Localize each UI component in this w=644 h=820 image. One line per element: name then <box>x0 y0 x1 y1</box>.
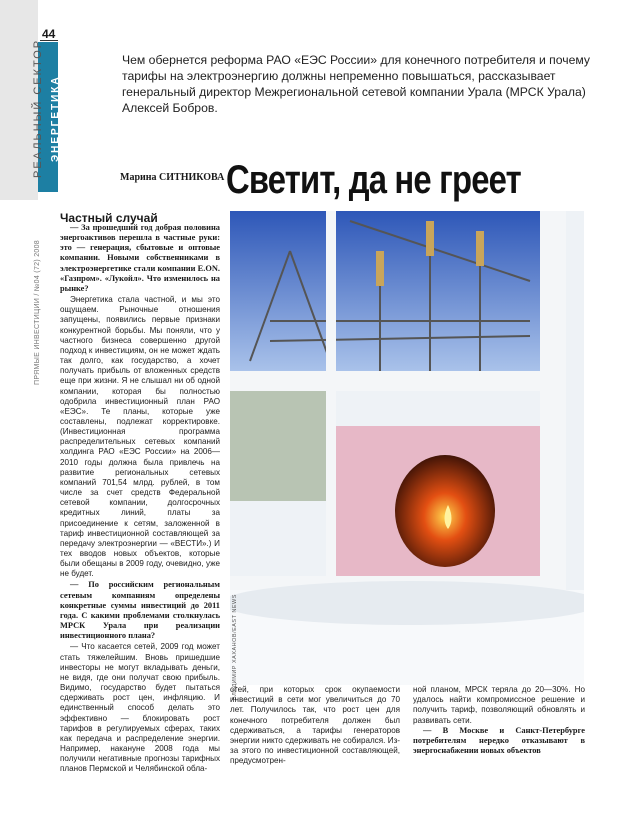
text-column-1 <box>60 223 220 775</box>
section-label: РЕАЛЬНЫЙ СЕКТОР <box>32 38 44 178</box>
interview-question: — В Москве и Санкт-Петербурге потребителям нередко отказывают в энергоснабжении новых объектов <box>413 725 585 756</box>
interview-answer: — Что касается сетей, 2009 год может стать тяжелейшим. Вновь пришедшие инвесторы не могут вкладывать деньги, не видя, где они получат свою прибыль. Видимо, государство будет пытаться сдерживать рост цен, инфляцию. И единственный способ делать это эффективно — блокировать рост тарифов в регулируемых сферах, таких как передача и распределение энергии. Например, накануне 2008 года мы получили негативные прогнозы тарифных планов Пермской и Челябинской обла- <box>60 642 220 774</box>
interview-question: — По российским региональным сетевым компаниям определены конкретные суммы инвестиций до 2011 года. С какими проблемами столкнулась МРСК Урала при реализации инвестиционного плана? <box>60 580 220 641</box>
interview-question: — За прошедший год добрая половина энергоактивов перешла в частные руки: это — генерация, сбытовые и оптовые компании. Новыми собственниками в электроэнергетике стали компании E.ON. «Газпром». «Лукойл». Что изменилось на рынке? <box>60 223 220 293</box>
subsection-label: ЭНЕРГЕТИКА <box>50 75 61 162</box>
rubric: Частный случай <box>60 211 158 225</box>
window-pane-left-lower <box>230 381 326 501</box>
text-column-3 <box>413 685 585 756</box>
page-number: 44 <box>42 27 56 41</box>
article-lede: Чем обернется реформа РАО «ЕЭС России» для конечного потребителя и почему тарифы на электроэнергию должны непременно повышаться, рассказывает генеральный директор Межрегиональной сетевой компании Урала (МРСК Урала) Алексей Бобров. <box>122 53 591 115</box>
body-text: ной планом, МРСК теряла до 20—30%. Но удалось найти компромиссное решение и получить тариф, позволяющий обновлять и развивать сети. <box>413 685 585 725</box>
photo-credit: ВЛАДИМИР ХАХАНОВ/EAST NEWS <box>232 594 238 700</box>
body-text: стей, при которых срок окупаемости инвестиций в сети мог увеличиться до 70 лет. Получилось так, что рост цен для конечного потребителя должен был сдерживаться, а тарифы генераторов энергии никто сдерживать не собирался. Из-за этого по инвестиционной составляющей, предусмотрен- <box>230 685 400 766</box>
text-column-2 <box>230 685 400 767</box>
article-photo <box>230 211 584 685</box>
fireplace <box>395 455 495 567</box>
interview-answer: Энергетика стала частной, и мы это ощущаем. Рыночные отношения запущены, появились первые признаки конкурентной борьбы. Мы поняли, что у частного бизнеса совершенно другой подход к инвестициям, он не может ждать так долго, как государство, а хочет получать прибыль от вложенных средств еще при жизни. Я не слышал ни об одной компании, которая бы полностью одобрила инвестиционный план РАО «ЕЭС». Те планы, которые уже составлены, подлежат корректировке. (Инвестиционная программа распределительных сетевых компаний холдинга РАО «ЕЭС России» на 2006—2010 годы должна была привлечь на развитие региональных сетевых компаний 701,54 млрд. рублей, в том числе за счет средств Федеральной сетевой компании, долгосрочных кредитных линий, платы за присоединение к сетям, заложенной в тариф инвестиционной составляющей за передачу электроэнергии — «ВЕСТИ».) И тех вводов новых объектов, которые были обещаны в 2009 году, очевидно, уже не будет. <box>60 295 220 579</box>
issue-label: ПРЯМЫЕ ИНВЕСТИЦИИ / №04 (72) 2008 <box>34 240 41 385</box>
article-headline: Светит, да не греет <box>226 158 521 202</box>
article-author: Марина СИТНИКОВА <box>120 172 225 183</box>
